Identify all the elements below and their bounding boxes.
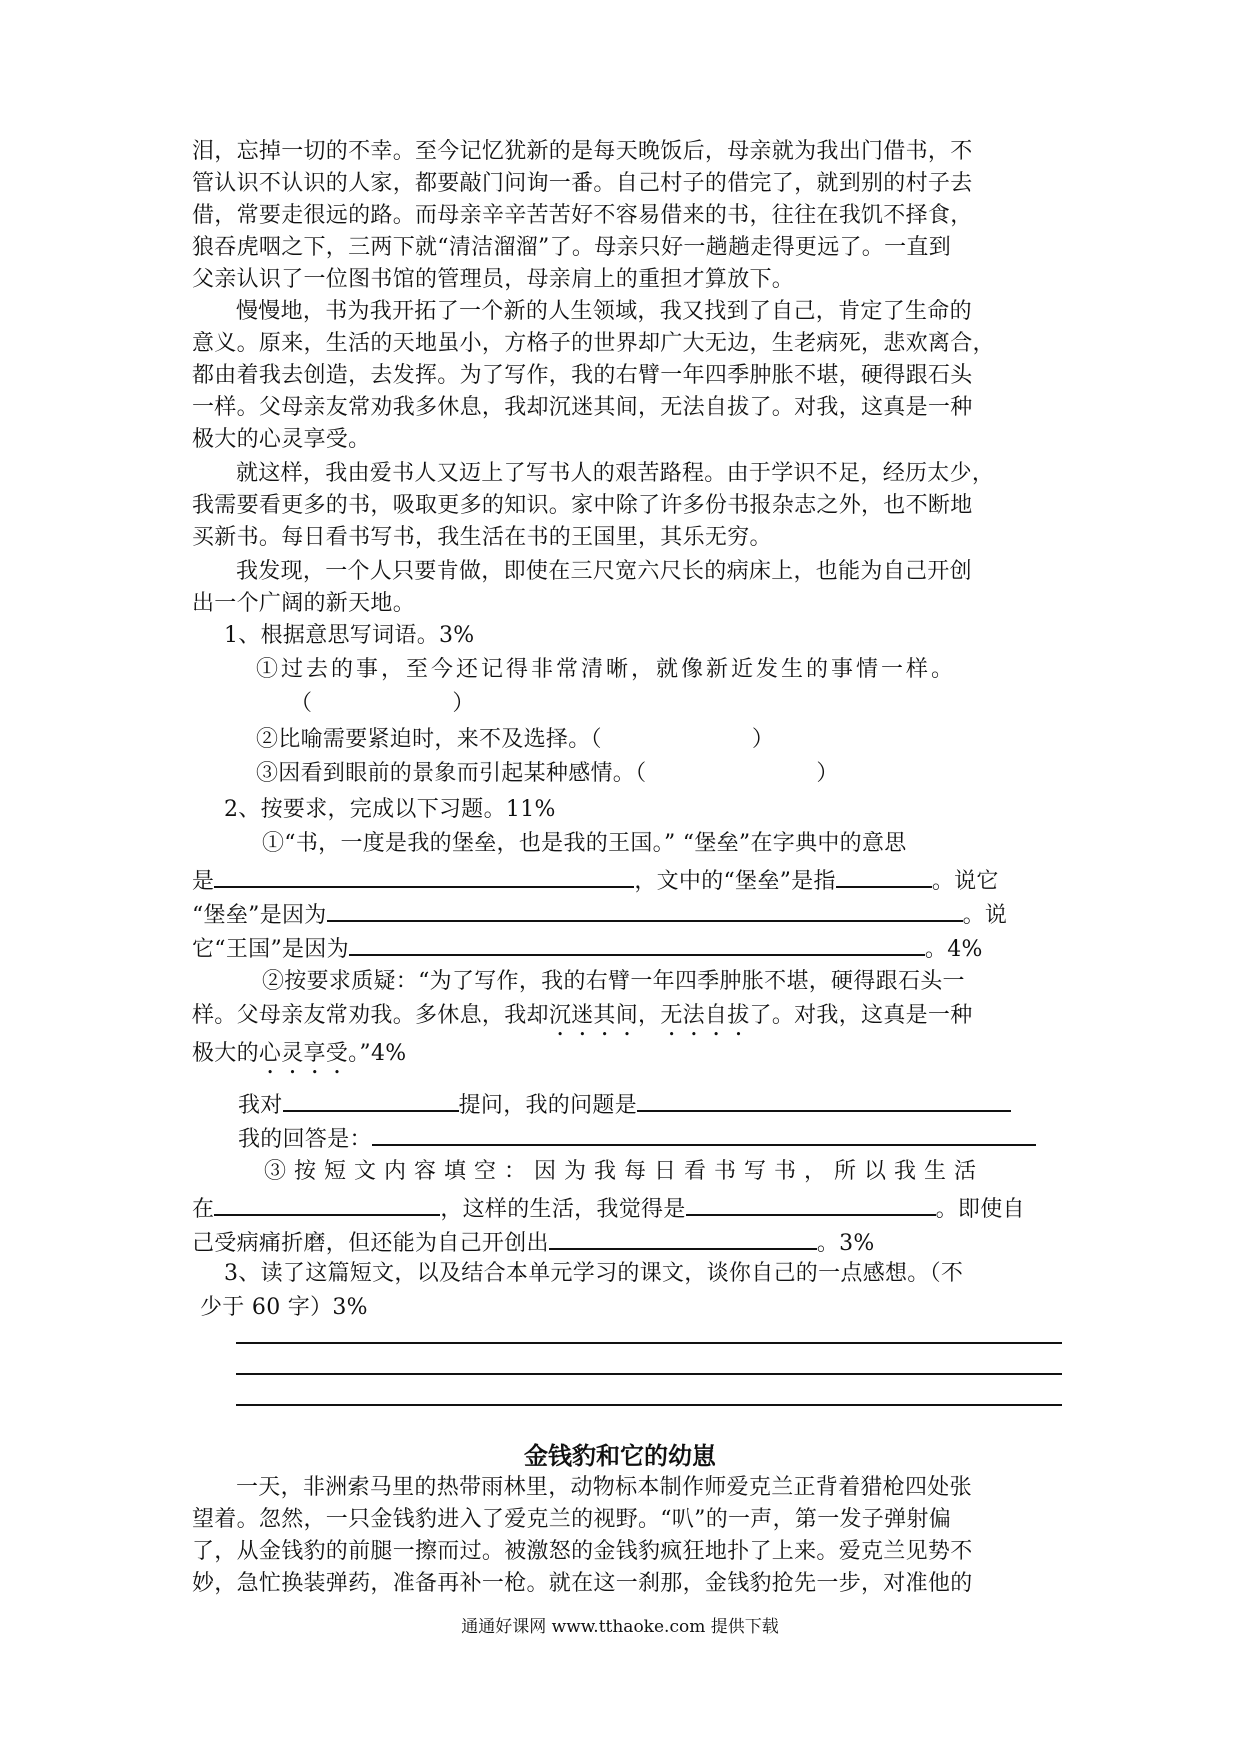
paragraph-line: 泪，忘掉一切的不幸。至今记忆犹新的是每天晚饭后，母亲就为我出门借书，不 (192, 139, 973, 164)
question-heading: 3、读了这篇短文，以及结合本单元学习的课文，谈你自己的一点感想。（不 (224, 1261, 964, 1286)
text: 在 (192, 1197, 215, 1222)
question-item: ①过去的事，至今还记得非常清晰，就像新近发生的事情一样。 (256, 657, 957, 682)
text: 。即使自 (935, 1197, 1025, 1222)
text: 极大的 (192, 1041, 259, 1066)
text: 。4% (924, 937, 983, 962)
passage-title: 金钱豹和它的幼崽 (524, 1441, 716, 1470)
question-text: ①“书，一度是我的堡垒，也是我的王国。” “堡垒”在字典中的意思 (262, 831, 907, 856)
question-item (256, 758, 1126, 790)
question-text (192, 896, 1062, 932)
question-text (192, 1190, 1062, 1226)
answer-line[interactable] (236, 1373, 1062, 1375)
paren-open: （ (290, 691, 313, 716)
answer-line[interactable] (236, 1404, 1062, 1406)
question-text (192, 1000, 1062, 1041)
paragraph-line: 父亲认识了一位图书馆的管理员，母亲肩上的重担才算放下。 (192, 267, 795, 292)
answer-blank-meaning[interactable] (214, 862, 634, 888)
answer-blank-live-in[interactable] (214, 1190, 440, 1216)
text: 我对 (238, 1093, 283, 1118)
question-text (192, 930, 1062, 966)
paragraph-line: 就这样，我由爱书人又迈上了写书人的艰苦路程。由于学识不足，经历太少， (236, 461, 995, 486)
text: 。说 (962, 903, 1008, 928)
paragraph-line: 慢慢地，书为我开拓了一个新的人生领域，我又找到了自己，肯定了生命的 (236, 299, 972, 324)
paragraph-line: 管认识不认识的人家，都要敲门问询一番。自己村子的借完了，就到别的村子去 (192, 171, 973, 196)
item-text: ②比喻需要紧迫时，来不及选择。（ (256, 727, 602, 752)
question-text: ③按短文内容填空：因为我每日看书写书，所以我生活 (264, 1159, 985, 1184)
answer-blank-ask-about[interactable] (283, 1086, 459, 1112)
question-text: ②按要求质疑：“为了写作，我的右臂一年四季肿胀不堪，硬得跟石头一 (262, 969, 965, 994)
paragraph-line: 了，从金钱豹的前腿一擦而过。被激怒的金钱豹疯狂地扑了上来。爱克兰见势不 (192, 1539, 973, 1564)
text: ，文中的“堡垒”是指 (634, 869, 836, 894)
answer-blank-question[interactable] (637, 1086, 1011, 1112)
dotted-phrase: 无法自拔 (660, 1003, 750, 1028)
text: “堡垒”是因为 (192, 903, 327, 928)
paragraph-line: 意义。原来，生活的天地虽小，方格子的世界却广大无边，生老病死，悲欢离合， (192, 331, 995, 356)
paren-close: ） (816, 761, 839, 786)
text: 它“王国”是因为 (192, 937, 349, 962)
paragraph-line: 极大的心灵享受。 (192, 427, 371, 452)
text: ，这样的生活，我觉得是 (440, 1197, 686, 1222)
question-heading: 2、按要求，完成以下习题。11% (224, 797, 556, 822)
question-heading: 1、根据意思写词语。3% (224, 623, 475, 648)
answer-paren-row (290, 688, 1160, 720)
paragraph-line: 都由着我去创造，去发挥。为了写作，我的右臂一年四季肿胀不堪，硬得跟石头 (192, 363, 973, 388)
answer-blank-fortress[interactable] (327, 896, 963, 922)
question-text (192, 1038, 1062, 1079)
dotted-phrase: 沉迷其间 (548, 1003, 639, 1028)
text: 提问，我的问题是 (458, 1093, 638, 1118)
text: 样。父母亲友常劝我。多休息，我却 (192, 1003, 549, 1028)
question-text (238, 1120, 1108, 1156)
question-text (238, 1086, 1108, 1122)
answer-blank-answer[interactable] (372, 1120, 1036, 1146)
dotted-phrase: 心灵享受 (258, 1041, 349, 1066)
item-text: ③因看到眼前的景象而引起某种感情。（ (256, 761, 647, 786)
text: 。说它 (931, 869, 999, 894)
paragraph-line: 我发现，一个人只要肯做，即使在三尺宽六尺长的病床上，也能为自己开创 (236, 559, 972, 584)
answer-blank-refers[interactable] (836, 862, 932, 888)
text: 是 (192, 869, 215, 894)
paragraph-line: 出一个广阔的新天地。 (192, 591, 416, 616)
answer-line[interactable] (236, 1342, 1062, 1344)
paragraph-line: 一样。父母亲友常劝我多休息，我却沉迷其间，无法自拔了。对我，这真是一种 (192, 395, 973, 420)
answer-blank-create[interactable] (549, 1224, 817, 1250)
text: 了。对我，这真是一种 (749, 1003, 973, 1028)
text: 。”4% (348, 1041, 407, 1066)
page-footer: 通通好课网 www.tthaoke.com 提供下载 (461, 1617, 779, 1637)
text: ， (638, 1003, 661, 1028)
question-item (256, 724, 1126, 756)
paragraph-line: 我需要看更多的书，吸取更多的知识。家中除了许多份书报杂志之外，也不断地 (192, 493, 973, 518)
paren-close: ） (452, 691, 475, 716)
paragraph-line: 狼吞虎咽之下，三两下就“清洁溜溜”了。母亲只好一趟趟走得更远了。一直到 (192, 235, 951, 260)
paragraph-line: 一天，非洲索马里的热带雨林里，动物标本制作师爱克兰正背着猎枪四处张 (236, 1475, 972, 1500)
paren-close: ） (751, 727, 775, 752)
question-text: 少于 60 字）3% (200, 1295, 368, 1320)
question-text (192, 1224, 1062, 1260)
answer-blank-kingdom[interactable] (349, 930, 925, 956)
paragraph-line: 买新书。每日看书写书，我生活在书的王国里，其乐无穷。 (192, 525, 772, 550)
paragraph-line: 借，常要走很远的路。而母亲辛辛苦苦好不容易借来的书，往往在我饥不择食， (192, 203, 973, 228)
paragraph-line: 望着。忽然，一只金钱豹进入了爱克兰的视野。“叭”的一声，第一发子弹射偏 (192, 1507, 951, 1532)
paragraph-line: 妙，急忙换装弹药，准备再补一枪。就在这一刹那，金钱豹抢先一步，对准他的 (192, 1571, 973, 1596)
answer-blank-feel[interactable] (686, 1190, 936, 1216)
text: 我的回答是： (238, 1127, 372, 1152)
text: 己受病痛折磨，但还能为自己开创出 (192, 1231, 549, 1256)
question-text (192, 862, 1062, 898)
text: 。3% (816, 1231, 875, 1256)
